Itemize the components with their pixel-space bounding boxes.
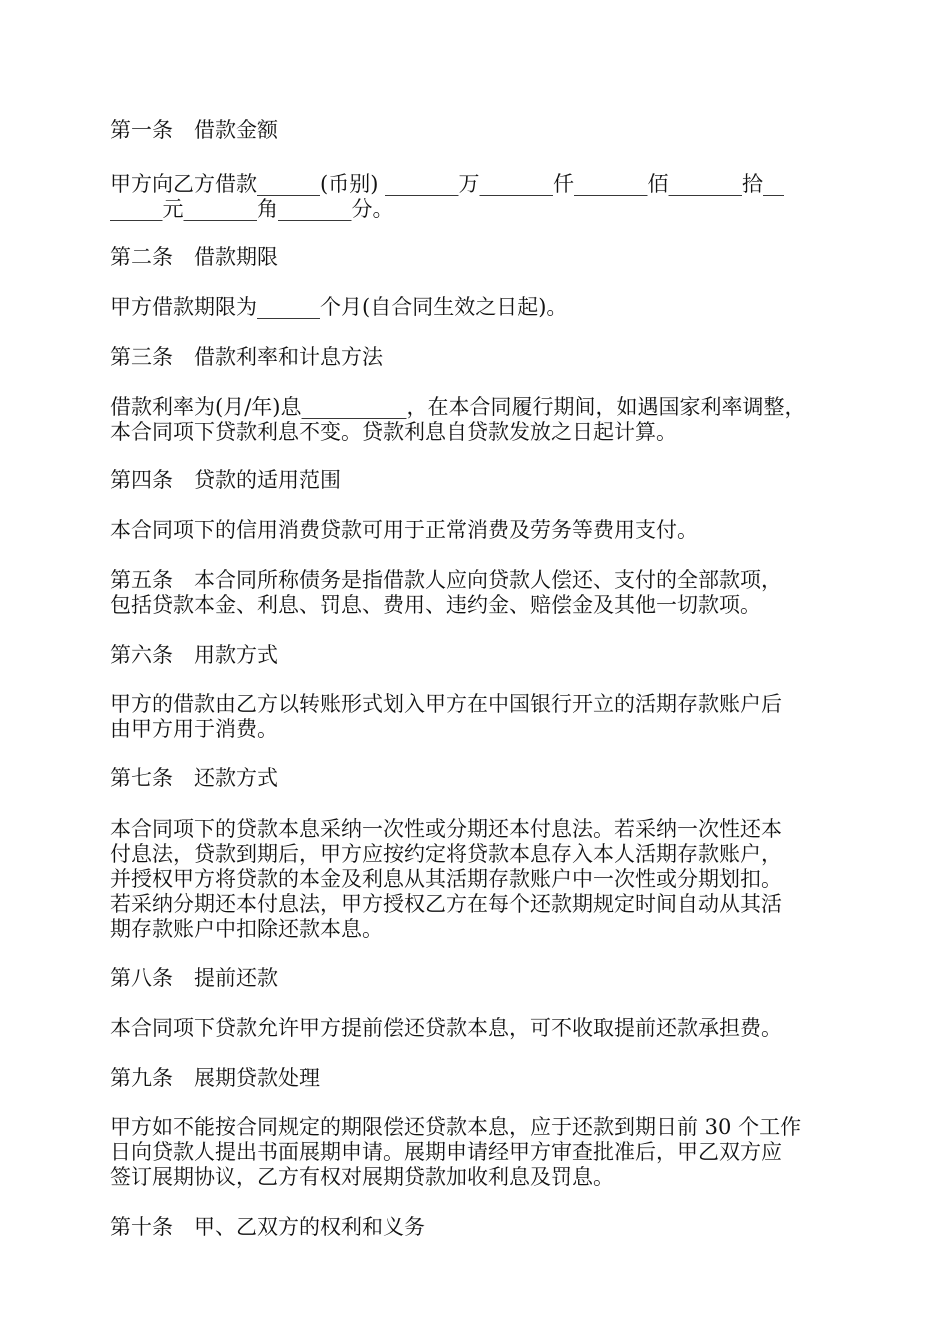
text-line: 期存款账户中扣除还款本息。	[110, 917, 383, 941]
article-3-heading: 第三条 借款利率和计息方法	[110, 345, 383, 369]
text-line: 本合同项下贷款允许甲方提前偿还贷款本息，可不收取提前还款承担费。	[110, 1016, 782, 1040]
article-8-body	[110, 1016, 845, 1041]
article-1-heading: 第一条 借款金额	[110, 118, 278, 142]
text-line: 本合同项下的贷款本息采纳一次性或分期还本付息法。若采纳一次性还本	[110, 817, 782, 841]
article-1-body	[110, 172, 845, 222]
article-6-heading: 第六条 用款方式	[110, 643, 278, 667]
text-line: 甲方的借款由乙方以转账形式划入甲方在中国银行开立的活期存款账户后	[110, 692, 782, 716]
article-2-heading: 第二条 借款期限	[110, 245, 278, 269]
article-5-body	[110, 568, 845, 618]
text-line: 包括贷款本金、利息、罚息、费用、违约金、赔偿金及其他一切款项。	[110, 593, 761, 617]
text-line: 本合同项下的信用消费贷款可用于正常消费及劳务等费用支付。	[110, 518, 698, 542]
article-9-body	[110, 1115, 845, 1190]
text-line: 甲方向乙方借款______(币别) _______万_______仟_______佰_______拾__	[110, 172, 785, 196]
text-line: 甲方如不能按合同规定的期限偿还贷款本息，应于还款到期日前 30 个工作	[110, 1115, 802, 1139]
article-7-body	[110, 817, 845, 942]
article-4-body	[110, 518, 845, 543]
text-line: 签订展期协议，乙方有权对展期贷款加收利息及罚息。	[110, 1165, 614, 1189]
article-10-heading: 第十条 甲、乙双方的权利和义务	[110, 1215, 425, 1239]
article-2-body	[110, 295, 845, 320]
text-line: 甲方借款期限为______个月(自合同生效之日起)。	[110, 295, 568, 319]
text-line: 日向贷款人提出书面展期申请。展期申请经甲方审查批准后，甲乙双方应	[110, 1140, 782, 1164]
text-line: 第五条 本合同所称债务是指借款人应向贷款人偿还、支付的全部款项，	[110, 568, 782, 592]
article-8-heading: 第八条 提前还款	[110, 966, 278, 990]
text-line: 由甲方用于消费。	[110, 717, 278, 741]
article-7-heading: 第七条 还款方式	[110, 766, 278, 790]
text-line: 借款利率为(月/年)息__________，在本合同履行期间，如遇国家利率调整，	[110, 395, 806, 419]
text-line: 若采纳分期还本付息法，甲方授权乙方在每个还款期规定时间自动从其活	[110, 892, 782, 916]
article-3-body	[110, 395, 845, 445]
text-line: 本合同项下贷款利息不变。贷款利息自贷款发放之日起计算。	[110, 420, 677, 444]
article-9-heading: 第九条 展期贷款处理	[110, 1066, 320, 1090]
article-6-body	[110, 692, 845, 742]
text-line: 并授权甲方将贷款的本金及利息从其活期存款账户中一次性或分期划扣。	[110, 867, 782, 891]
article-4-heading: 第四条 贷款的适用范围	[110, 468, 341, 492]
text-line: 付息法，贷款到期后，甲方应按约定将贷款本息存入本人活期存款账户，	[110, 842, 782, 866]
text-line: _____元_______角_______分。	[110, 197, 394, 221]
